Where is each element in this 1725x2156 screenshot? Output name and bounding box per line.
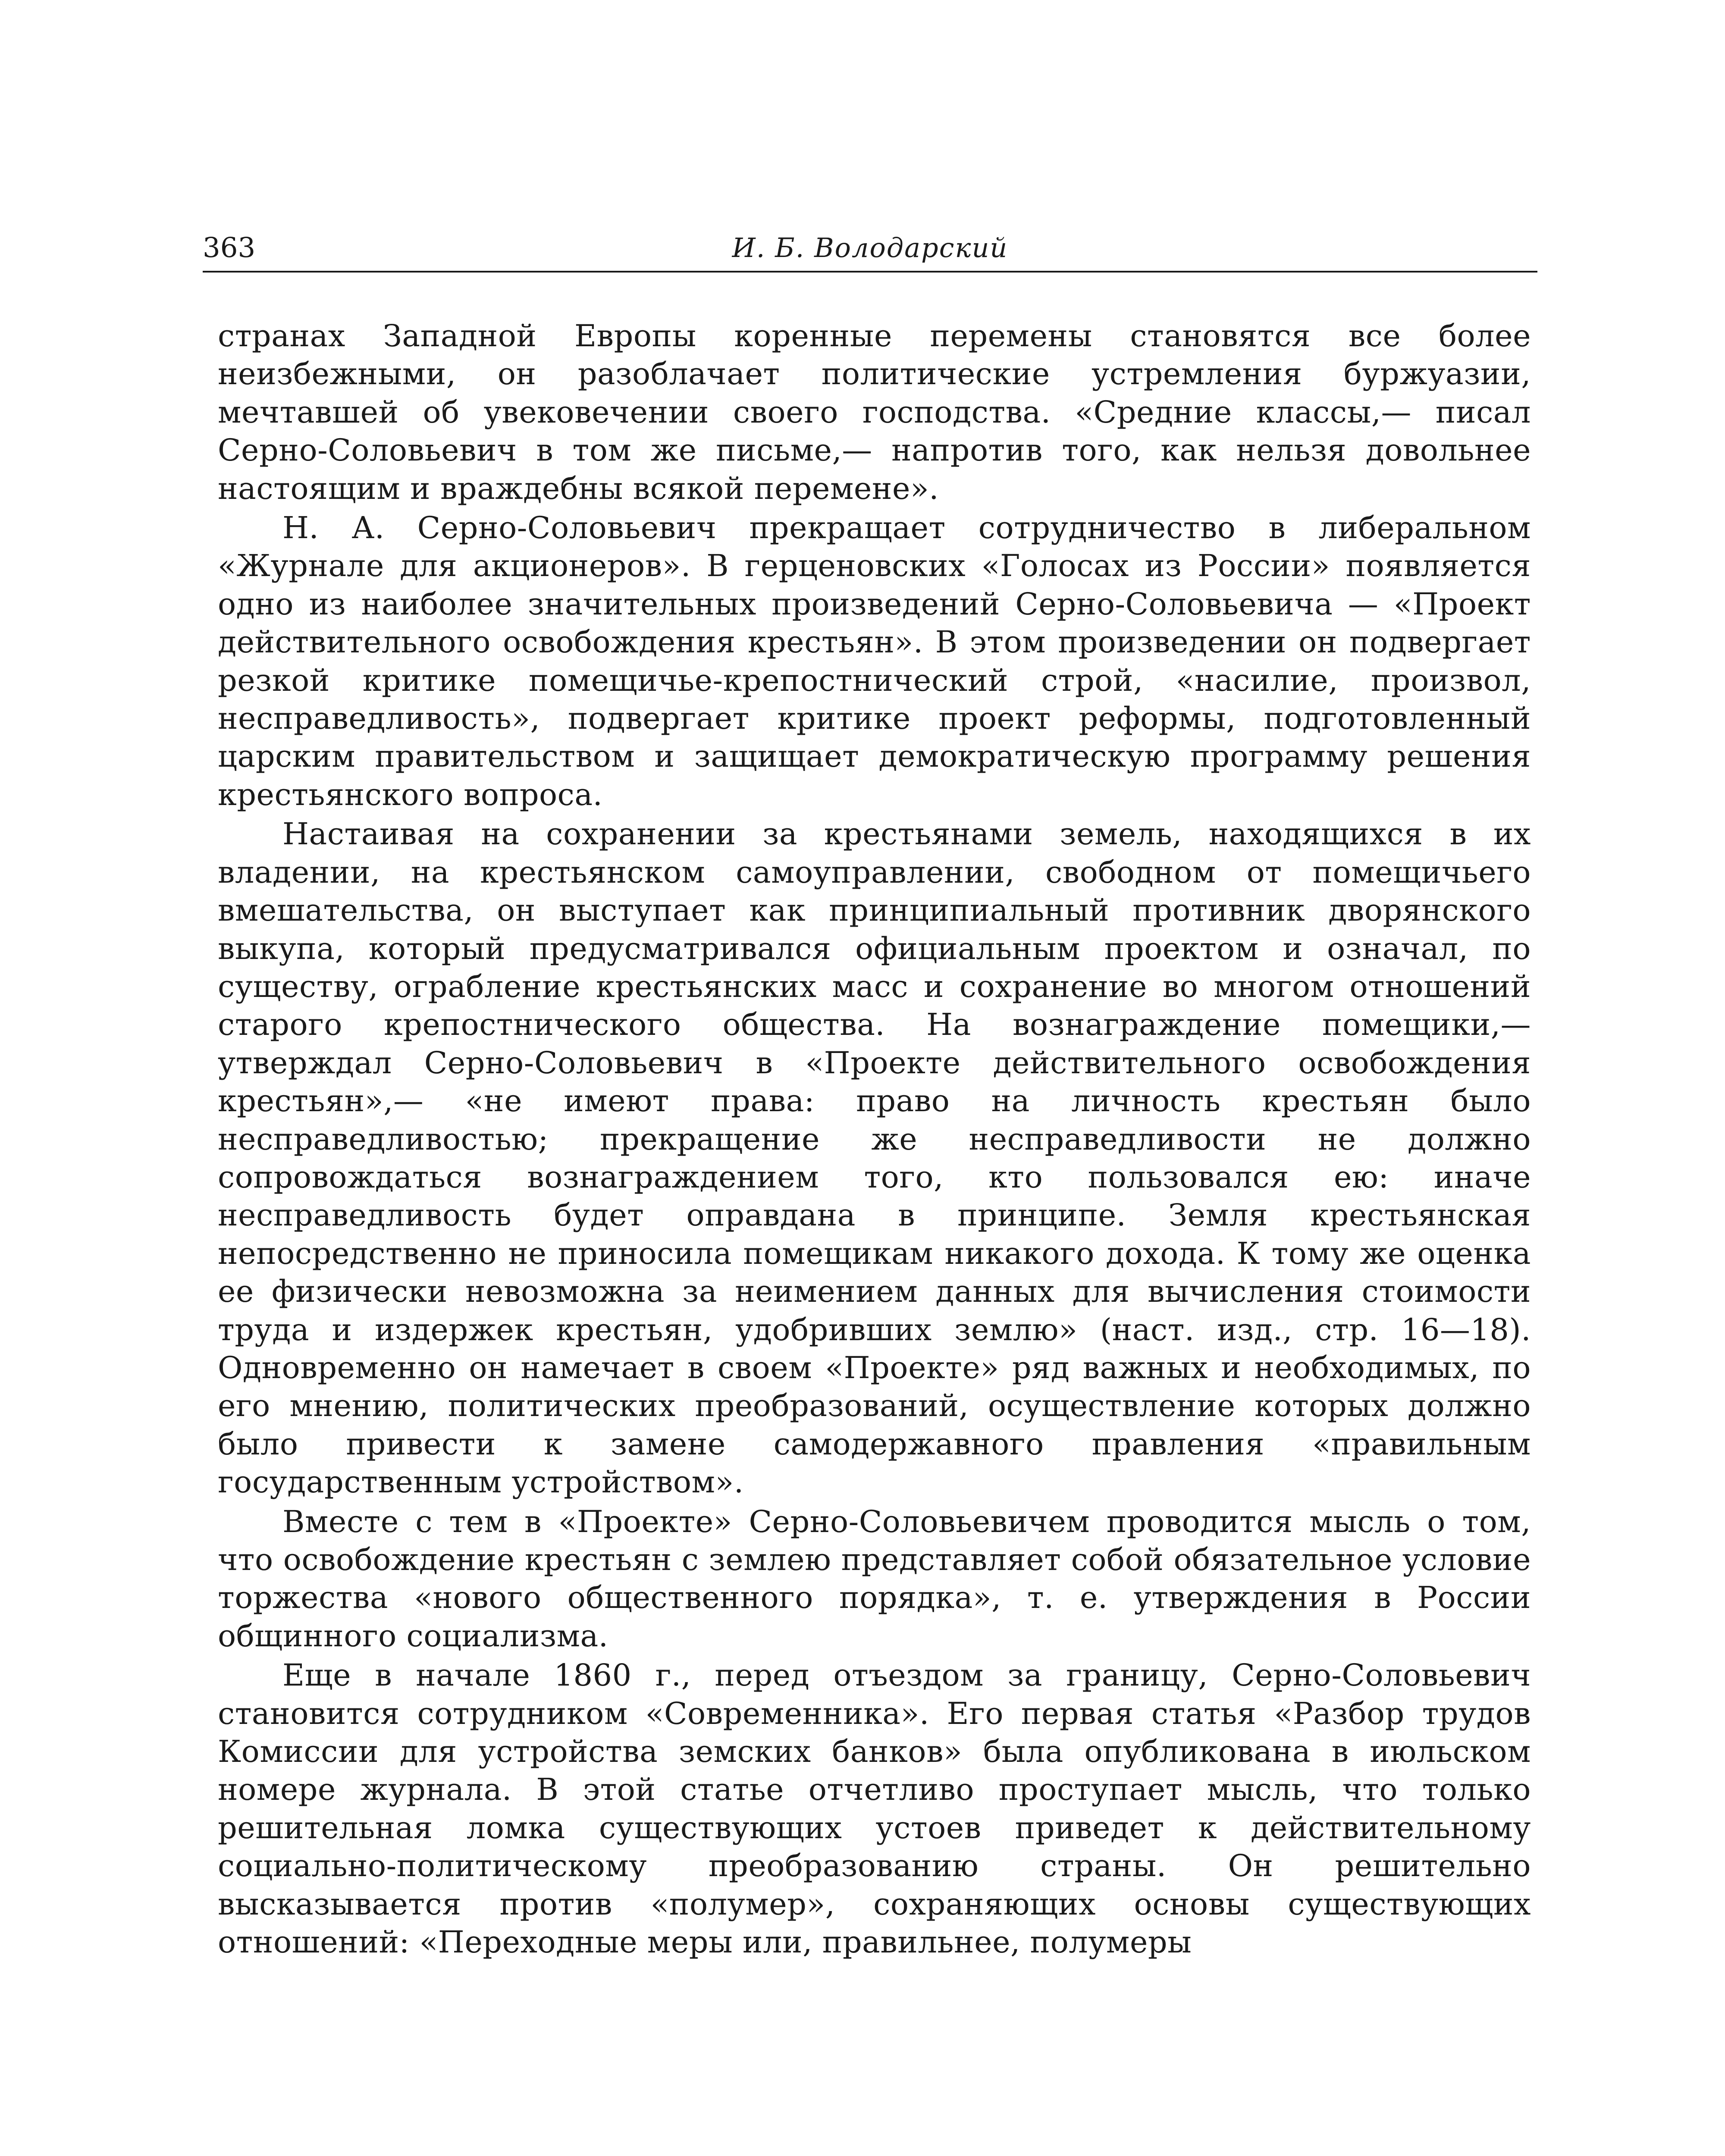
page-header xyxy=(203,229,1537,267)
page-number: 363 xyxy=(203,232,256,264)
paragraph-5: Еще в начале 1860 г., перед отъездом за границу, Серно-Соловьевич становится сотрудником «Современника». Его первая статья «Разбор трудов Комиссии для устройства земских банков» была опубликована в июльском номере журнала. В этой статье отчетливо проступает мысль, что только решительная ломка существующих устоев приведет к действительному социально-политическому преобразованию страны. Он решительно высказывается против «полумер», сохраняющих основы существующих отношений: «Переходные меры или, правильнее, полумеры xyxy=(218,1658,1531,1960)
paragraph-2: Н. А. Серно-Соловьевич прекращает сотрудничество в либеральном «Журнале для акционеров». В герценовских «Голосах из России» появляется одно из наиболее значительных произведений Серно-Соловьевича — «Проект действительного освобождения крестьян». В этом произведении он подвергает резкой критике помещичье-крепостнический строй, «насилие, произвол, несправедливость», подвергает критике проект реформы, подготовленный царским правительством и защищает демократическую программу решения крестьянского вопроса. xyxy=(218,510,1531,812)
body-text xyxy=(218,317,1531,1962)
running-title: И. Б. Володарский xyxy=(732,232,1008,263)
header-divider xyxy=(203,271,1537,273)
paragraph-4: Вместе с тем в «Проекте» Серно-Соловьевичем проводится мысль о том, что освобождение крестьян с землею представляет собой обязательное условие торжества «нового общественного порядка», т. е. утверждения в России общинного социализма. xyxy=(218,1504,1531,1654)
paragraph-3: Настаивая на сохранении за крестьянами земель, находящихся в их владении, на крестьянском самоуправлении, свободном от помещичьего вмешательства, он выступает как принципиальный противник дворянского выкупа, который предусматривался официальным проектом и означал, по существу, ограбление крестьянских масс и сохранение во многом отношений старого крепостнического общества. На вознаграждение помещики,— утверждал Серно-Соловьевич в «Проекте действительного освобождения крестьян»,— «не имеют права: право на личность крестьян было несправедливостью; прекращение же несправедливости не должно сопровождаться вознаграждением того, кто пользовался ею: иначе несправедливость будет оправдана в принципе. Земля крестьянская непосредственно не приносила помещикам никакого дохода. К тому же оценка ее физически невозможна за неимением данных для вычисления стоимости труда и издержек крестьян, удобривших землю» (наст. изд., стр. 16—18). Одновременно он намечает в своем «Проекте» ряд важных и необходимых, по его мнению, политических преобразований, осуществление которых должно было привести к замене самодержавного правления «правильным государственным устройством». xyxy=(218,816,1531,1500)
paragraph-1: странах Западной Европы коренные перемены становятся все более неизбежными, он разоблачает политические устремления буржуазии, мечтавшей об увековечении своего господства. «Средние классы,— писал Серно-Соловьевич в том же письме,— напротив того, как нельзя довольнее настоящим и враждебны всякой перемене». xyxy=(218,318,1531,506)
